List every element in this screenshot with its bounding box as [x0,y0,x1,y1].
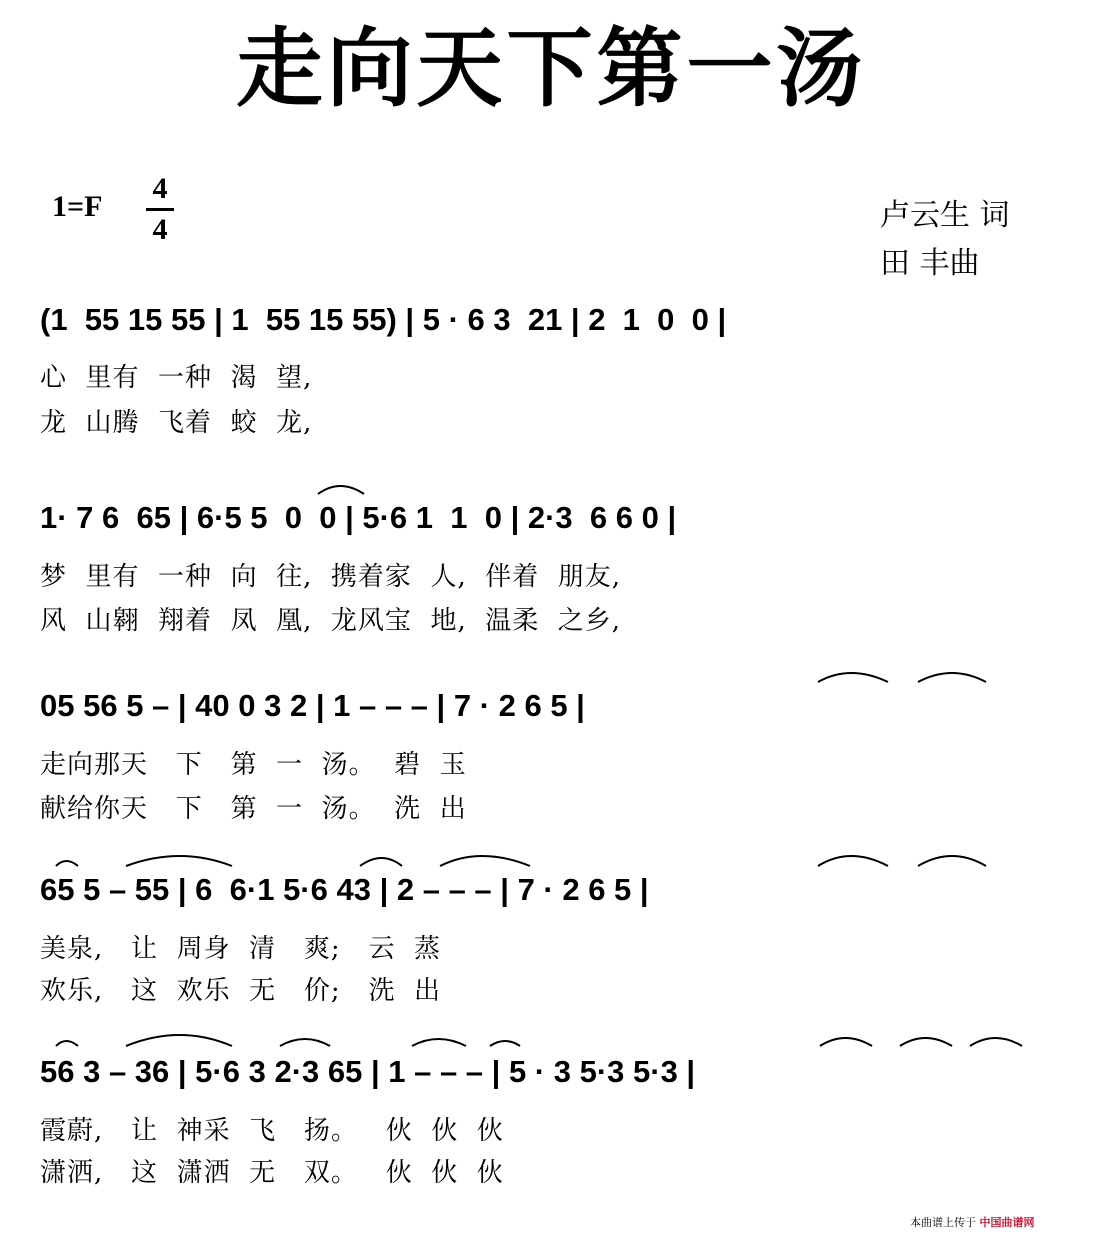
slur [412,1039,466,1046]
slur [900,1038,952,1046]
slur [918,673,986,682]
time-signature [142,170,178,249]
lyrics-line-5-verse-1: 霞蔚, 让 神采 飞 扬。 伙 伙 伙 [40,1116,504,1146]
notation-line-4: 65 5 – 55 | 6 6·1 5·6 43 | 2 – – – | 7 · 2 6 5 | [40,872,649,907]
slur [360,858,402,866]
notation-line-2: 1· 7 6 65 | 6·5 5 0 0 | 5·6 1 1 0 | 2·3 6 6 0 | [40,500,677,535]
slur [56,1041,78,1046]
slur [318,486,364,494]
lyrics-line-4-verse-2: 欢乐, 这 欢乐 无 价; 洗 出 [40,976,441,1006]
site-brand[interactable]: 中国曲谱网 [979,1216,1035,1229]
footer-text: 本曲谱上传于 [910,1216,976,1229]
lyrics-line-2-verse-1: 梦 里有 一种 向 往, 携着家 人, 伴着 朋友, [40,562,622,592]
composer-credit: 田 丰曲 [880,246,980,281]
slur [126,856,232,866]
lyricist-credit: 卢云生 词 [880,198,1010,233]
lyrics-line-4-verse-1: 美泉, 让 周身 清 爽; 云 蒸 [40,934,441,964]
slur [126,1035,232,1046]
slur [56,861,78,866]
slur [818,856,888,866]
slur [440,856,530,866]
lyrics-line-3-verse-2: 献给你天 下 第 一 汤。 洗 出 [40,794,467,824]
key-signature: 1=F [52,190,103,223]
time-signature-top: 4 [152,172,168,205]
slur [918,856,986,866]
lyrics-line-3-verse-1: 走向那天 下 第 一 汤。 碧 玉 [40,750,467,780]
lyrics-line-1-verse-1: 心 里有 一种 渴 望, [40,363,313,393]
slur [280,1039,330,1046]
notation-line-1: (1 55 15 55 | 1 55 15 55) | 5 · 6 3 21 | 2 1 0 0 | [40,302,727,337]
notation-line-5: 56 3 – 36 | 5·6 3 2·3 65 | 1 – – – | 5 · 3 5·3 5·3 | [40,1054,696,1089]
slur [970,1038,1022,1046]
lyrics-line-5-verse-2: 潇洒, 这 潇洒 无 双。 伙 伙 伙 [40,1158,504,1188]
slur [818,673,888,682]
time-signature-bottom: 4 [152,213,168,246]
slur [820,1038,872,1046]
notation-line-3: 05 56 5 – | 40 0 3 2 | 1 – – – | 7 · 2 6 5 | [40,688,585,723]
song-title: 走向天下第一汤 [236,19,867,119]
lyrics-line-2-verse-2: 风 山翱 翔着 凤 凰, 龙风宝 地, 温柔 之乡, [40,606,622,636]
upload-footer [910,1214,1035,1230]
slur [490,1041,520,1046]
lyrics-line-1-verse-2: 龙 山腾 飞着 蛟 龙, [40,408,313,438]
